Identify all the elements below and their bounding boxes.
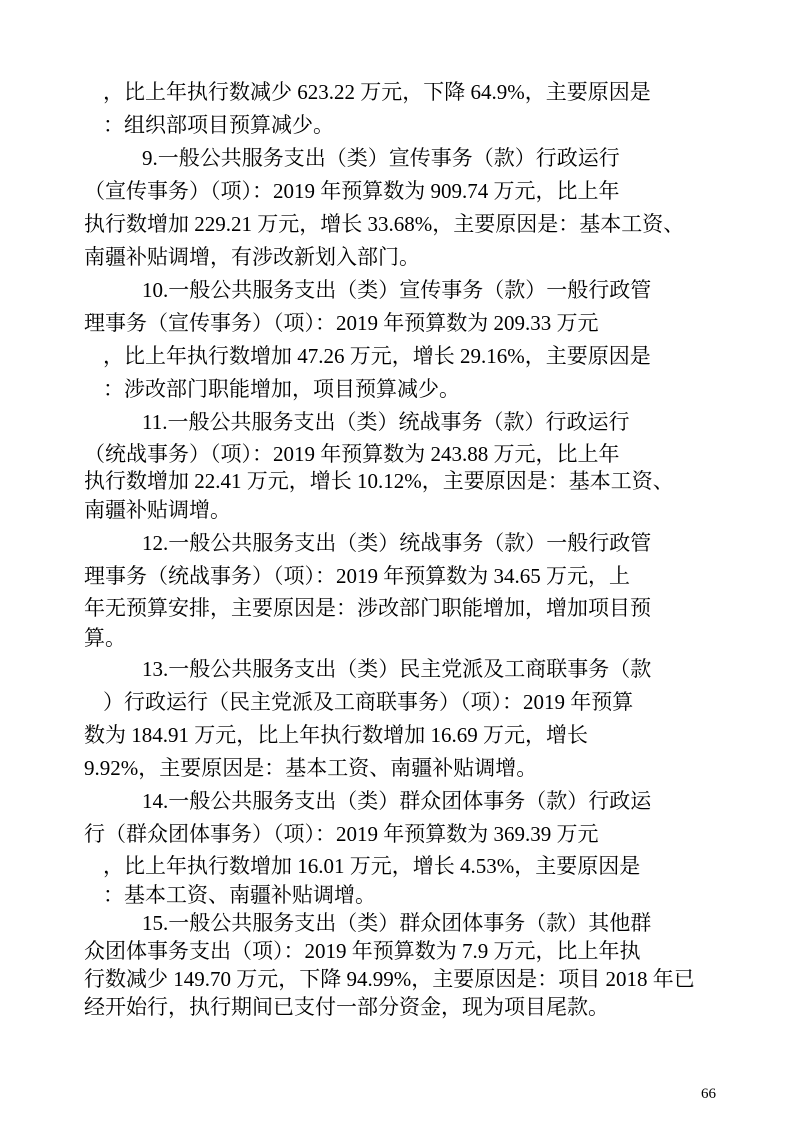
- text-line: ：组织部项目预算减少。: [103, 113, 334, 137]
- text-line: ，比上年执行数增加 47.26 万元，增长 29.16%，主要原因是: [103, 344, 651, 368]
- text-line: （统战事务）（项）：2019 年预算数为 243.88 万元，比上年: [84, 442, 620, 466]
- text-line: 经开始行，执行期间已支付一部分资金，现为项目尾款。: [84, 995, 609, 1019]
- text-line: 理事务（宣传事务）（项）：2019 年预算数为 209.33 万元: [84, 311, 599, 335]
- text-line: ）行政运行（民主党派及工商联事务）（项）：2019 年预算: [103, 690, 634, 714]
- page-number: 66: [701, 1086, 716, 1102]
- text-line: 南疆补贴调增，有涉改新划入部门。: [84, 245, 420, 269]
- text-line: 年无预算安排，主要原因是：涉改部门职能增加，增加项目预: [84, 596, 651, 620]
- text-line: 数为 184.91 万元，比上年执行数增加 16.69 万元，增长: [84, 723, 588, 747]
- text-line-item-11: 11.一般公共服务支出（类）统战事务（款）行政运行: [142, 410, 630, 434]
- text-line: 9.92%，主要原因是：基本工资、南疆补贴调增。: [84, 756, 538, 780]
- text-line-item-13: 13.一般公共服务支出（类）民主党派及工商联事务（款: [142, 657, 652, 681]
- text-line-item-9: 9.一般公共服务支出（类）宣传事务（款）行政运行: [142, 146, 620, 170]
- text-line: 算。: [84, 626, 126, 650]
- text-line: 执行数增加 229.21 万元，增长 33.68%，主要原因是：基本工资、: [84, 212, 685, 236]
- text-line-item-14: 14.一般公共服务支出（类）群众团体事务（款）行政运: [142, 789, 652, 813]
- text-line-item-15: 15.一般公共服务支出（类）群众团体事务（款）其他群: [142, 911, 652, 935]
- body-text: [84, 76, 744, 1021]
- text-line: ：涉改部门职能增加，项目预算减少。: [103, 377, 460, 401]
- text-line: 行数减少 149.70 万元，下降 94.99%，主要原因是：项目 2018 年已: [84, 967, 695, 991]
- text-line: 南疆补贴调增。: [84, 498, 231, 522]
- text-line: 理事务（统战事务）（项）：2019 年预算数为 34.65 万元，上: [84, 564, 630, 588]
- text-line: ，比上年执行数减少 623.22 万元，下降 64.9%，主要原因是: [103, 80, 651, 104]
- text-line-item-12: 12.一般公共服务支出（类）统战事务（款）一般行政管: [142, 531, 652, 555]
- text-line: 行（群众团体事务）（项）：2019 年预算数为 369.39 万元: [84, 822, 599, 846]
- text-line: （宣传事务）（项）：2019 年预算数为 909.74 万元，比上年: [84, 179, 620, 203]
- text-line: ：基本工资、南疆补贴调增。: [103, 883, 376, 907]
- text-line-item-10: 10.一般公共服务支出（类）宣传事务（款）一般行政管: [142, 278, 652, 302]
- text-line: 众团体事务支出（项）：2019 年预算数为 7.9 万元，比上年执: [84, 939, 641, 963]
- text-line: 执行数增加 22.41 万元，增长 10.12%，主要原因是：基本工资、: [84, 469, 674, 493]
- text-line: ，比上年执行数增加 16.01 万元，增长 4.53%，主要原因是: [103, 854, 641, 878]
